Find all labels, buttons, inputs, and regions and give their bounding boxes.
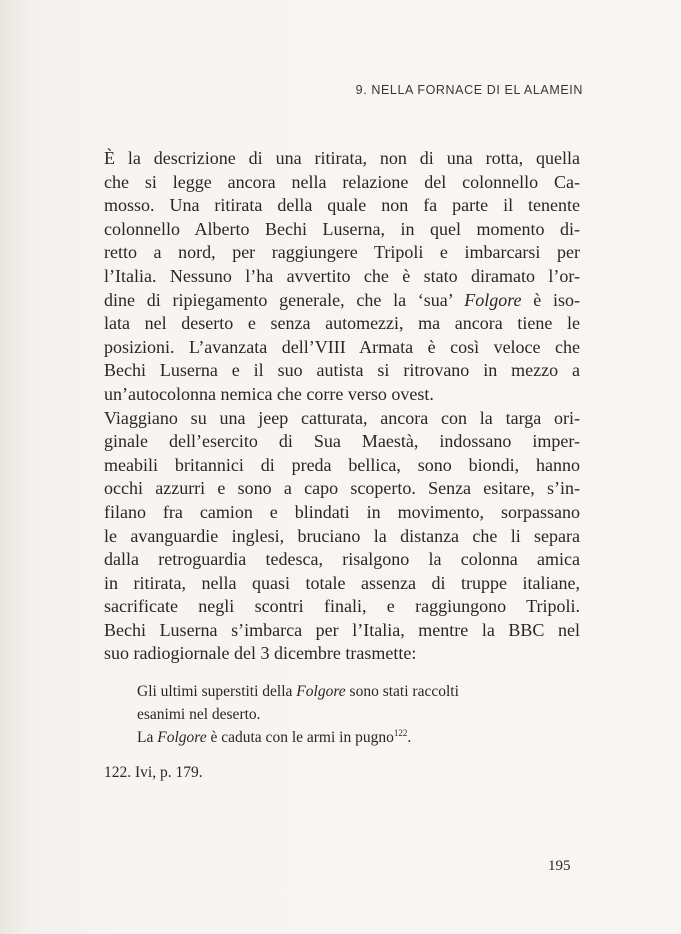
- quote-line: [137, 680, 537, 703]
- italic-term: Folgore: [296, 683, 346, 700]
- paragraph-line: meabili britannici di preda bellica, sono biondi, hanno: [104, 454, 580, 475]
- paragraph-line: l’Italia. Nessuno l’ha avvertito che è stato diramato l’or-: [104, 265, 580, 286]
- paragraph-line: ginale dell’esercito di Sua Maestà, indossano imper-: [104, 431, 580, 452]
- block-quote: [137, 680, 537, 749]
- paragraph-line: È la descrizione di una ritirata, non di una rotta, quella: [104, 148, 580, 168]
- page-number: 195: [548, 858, 571, 874]
- paragraph-line: posizioni. L’avanzata dell’VIII Armata è così veloce che: [104, 336, 580, 357]
- footnote: 122. Ivi, p. 179.: [104, 764, 203, 781]
- text-segment: Gli ultimi superstiti della: [137, 683, 297, 700]
- paragraph-line: Bechi Luserna s’imbarca per l’Italia, mentre la BBC nel: [104, 619, 580, 640]
- paragraph-line: suo radiogiornale del 3 dicembre trasmette:: [104, 643, 417, 664]
- main-text: [104, 147, 580, 666]
- text-segment: sono stati raccolti: [345, 683, 459, 700]
- italic-term: Folgore: [157, 729, 207, 746]
- paragraph-line: mosso. Una ritirata della quale non fa parte il tenente: [104, 195, 580, 216]
- paragraph-line: retto a nord, per raggiungere Tripoli e imbarcarsi per: [104, 242, 580, 263]
- paragraph-line: Viaggiano su una jeep catturata, ancora con la targa ori-: [104, 407, 580, 428]
- paragraph-line: occhi azzurri e sono a capo scoperto. Senza esitare, s’in-: [104, 478, 580, 499]
- paragraph-line: un’autocolonna nemica che corre verso ovest.: [104, 383, 434, 404]
- text-segment: è iso-: [521, 289, 580, 310]
- paragraph-line: lata nel deserto e senza automezzi, ma ancora tiene le: [104, 313, 580, 334]
- paragraph-line: [104, 289, 580, 313]
- footnote-reference: 122: [393, 727, 408, 738]
- quote-line: [137, 726, 537, 749]
- italic-term: Folgore: [464, 289, 522, 310]
- text-segment: La: [137, 729, 158, 746]
- paragraph-line: in ritirata, nella quasi totale assenza di truppe italiane,: [104, 572, 580, 593]
- paragraph-line: dalla retroguardia tedesca, risalgono la colonna amica: [104, 549, 580, 570]
- text-segment: .: [407, 729, 412, 746]
- quote-line: esanimi nel deserto.: [137, 706, 261, 723]
- paragraph-line: colonnello Alberto Bechi Luserna, in quel momento di-: [104, 218, 580, 239]
- paragraph-line: che si legge ancora nella relazione del colonnello Ca-: [104, 171, 580, 192]
- paragraph-line: filano fra camion e blindati in movimento, sorpassano: [104, 501, 580, 522]
- text-segment: è caduta con le armi in pugno: [206, 729, 394, 746]
- text-segment: dine di ripiegamento generale, che la ‘sua’: [104, 289, 465, 310]
- paragraph-line: le avanguardie inglesi, bruciano la distanza che li separa: [104, 525, 580, 546]
- running-head: 9. NELLA FORNACE DI EL ALAMEIN: [355, 83, 583, 97]
- paragraph-line: Bechi Luserna e il suo autista si ritrovano in mezzo a: [104, 360, 580, 381]
- paragraph-line: sacrificate negli scontri finali, e raggiungono Tripoli.: [104, 596, 580, 617]
